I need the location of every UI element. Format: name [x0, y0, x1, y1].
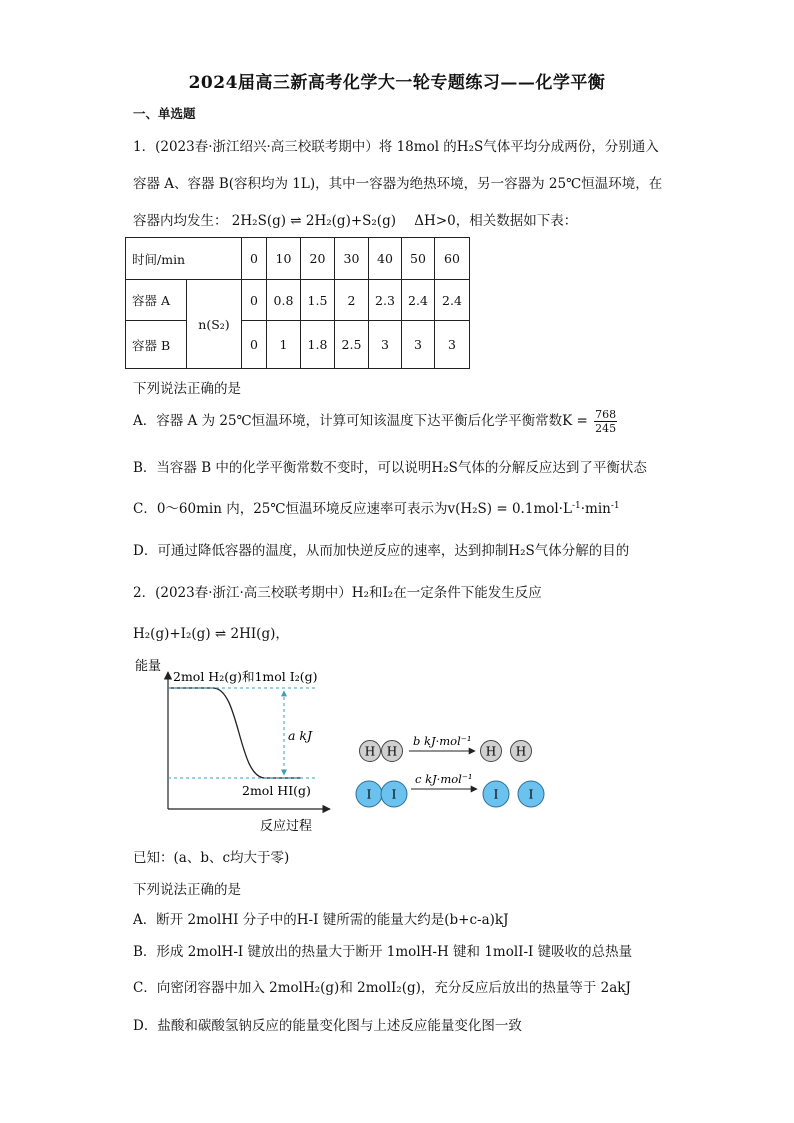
time-cell: 20 — [301, 238, 335, 280]
time-cell: 40 — [369, 238, 402, 280]
q1-option-c — [133, 497, 620, 517]
time-cell: 50 — [402, 238, 435, 280]
q2-equation: H₂(g)+I₂(g) ⇌ 2HI(g)， — [133, 626, 289, 642]
value-cell: 2.3 — [369, 280, 402, 321]
q2-option-d: D．盐酸和碳酸氢钠反应的能量变化图与上述反应能量变化图一致 — [133, 1018, 522, 1034]
q1-stem-line1: 1．(2023春·浙江绍兴·高三校联考期中）将 18mol 的H₂S气体平均分成两份，分别通入 — [133, 139, 659, 155]
value-cell: 0.8 — [267, 280, 301, 321]
value-cell: 2.4 — [402, 280, 435, 321]
q1-option-c-text: C．0～60min 内，25℃恒温环境反应速率可表示为v(H₂S) = 0.1mol·L — [133, 501, 572, 517]
time-cell: 60 — [435, 238, 470, 280]
i-atom-label: I — [391, 787, 397, 802]
value-cell: 0 — [242, 280, 267, 321]
value-cell: 2.4 — [435, 280, 470, 321]
exponent: -1 — [610, 501, 620, 511]
q2-option-b: B．形成 2molH-I 键放出的热量大于断开 1molH-H 键和 1molI-I 键吸收的总热量 — [133, 944, 633, 960]
q1-option-a-text: A．容器 A 为 25℃恒温环境，计算可知该温度下达平衡后化学平衡常数K = — [133, 413, 588, 429]
time-header: 时间/min — [126, 238, 242, 280]
upper-level-label: 2mol H₂(g)和1mol I₂(g) — [173, 669, 318, 684]
h-atom-label: H — [515, 744, 527, 759]
q1-stem-line2: 容器 A、容器 B(容积均为 1L)，其中一容器为绝热环境，另一容器为 25℃恒温环境，在 — [133, 176, 663, 192]
q2-known: 已知：(a、b、c均大于零) — [133, 850, 290, 866]
i-atom-label: I — [493, 787, 499, 802]
table-row — [126, 280, 470, 321]
energy-curve — [168, 688, 301, 778]
lower-level-label: 2mol HI(g) — [242, 783, 311, 798]
q1-option-b: B．当容器 B 中的化学平衡常数不变时，可以说明H₂S气体的分解反应达到了平衡状态 — [133, 460, 647, 476]
q2-stem-line1: 2．(2023春·浙江·高三校联考期中）H₂和I₂在一定条件下能发生反应 — [133, 585, 542, 601]
value-cell: 1 — [267, 321, 301, 369]
value-cell: 1.8 — [301, 321, 335, 369]
q2-option-c: C．向密闭容器中加入 2molH₂(g)和 2molI₂(g)，充分反应后放出的热量等于 2akJ — [133, 980, 631, 996]
y-axis-label: 能量 — [135, 659, 162, 674]
h-atom-label: H — [364, 744, 376, 759]
q1-stem-prefix: 容器内均发生： — [133, 213, 228, 229]
q2-option-a: A．断开 2molHI 分子中的H-I 键所需的能量大约是(b+c-a)kJ — [133, 912, 509, 928]
value-cell: 2.5 — [335, 321, 369, 369]
x-axis-label: 反应过程 — [260, 819, 313, 834]
table-row — [126, 321, 470, 369]
value-cell: 3 — [369, 321, 402, 369]
value-cell: 3 — [435, 321, 470, 369]
h-atom-label: H — [485, 744, 497, 759]
q2-prompt: 下列说法正确的是 — [133, 882, 241, 898]
q1-equation: 2H₂S(g) ⇌ 2H₂(g)+S₂(g) — [231, 213, 396, 229]
value-cell: 0 — [242, 321, 267, 369]
energy-diagram — [125, 650, 565, 838]
q1-option-d: D．可通过降低容器的温度，从而加快逆反应的速率，达到抑制H₂S气体分解的目的 — [133, 543, 630, 559]
fraction-numerator: 768 — [595, 408, 617, 421]
value-cell: 1.5 — [301, 280, 335, 321]
h-atom-label: H — [386, 744, 398, 759]
time-cell: 30 — [335, 238, 369, 280]
gap-label: a kJ — [288, 728, 313, 743]
document-title: 2024届高三新高考化学大一轮专题练习——化学平衡 — [188, 73, 606, 93]
equilibrium-constant-fraction — [594, 408, 617, 435]
i-atom-label: I — [528, 787, 534, 802]
h-arrow-label: b kJ·mol⁻¹ — [413, 734, 472, 748]
time-cell: 10 — [267, 238, 301, 280]
value-cell: 3 — [402, 321, 435, 369]
time-cell: 0 — [242, 238, 267, 280]
i-arrow-label: c kJ·mol⁻¹ — [415, 772, 473, 786]
quantity-label: n(S₂) — [187, 280, 242, 369]
value-cell: 2 — [335, 280, 369, 321]
q1-option-a — [133, 408, 617, 435]
q1-stem-line3 — [133, 209, 577, 229]
q1-prompt: 下列说法正确的是 — [133, 381, 241, 397]
row-label-a: 容器 A — [126, 280, 187, 321]
fraction-denominator: 245 — [595, 422, 617, 435]
q1-enthalpy: ΔH>0 — [414, 213, 456, 229]
q1-data-table — [125, 237, 470, 369]
q1-stem-suffix: ，相关数据如下表： — [455, 213, 578, 229]
exponent: -1 — [571, 501, 581, 511]
row-label-b: 容器 B — [126, 321, 187, 369]
i-atom-label: I — [366, 787, 372, 802]
section-heading: 一、单选题 — [133, 106, 196, 121]
q1-option-c-unit: ·min — [580, 501, 611, 517]
